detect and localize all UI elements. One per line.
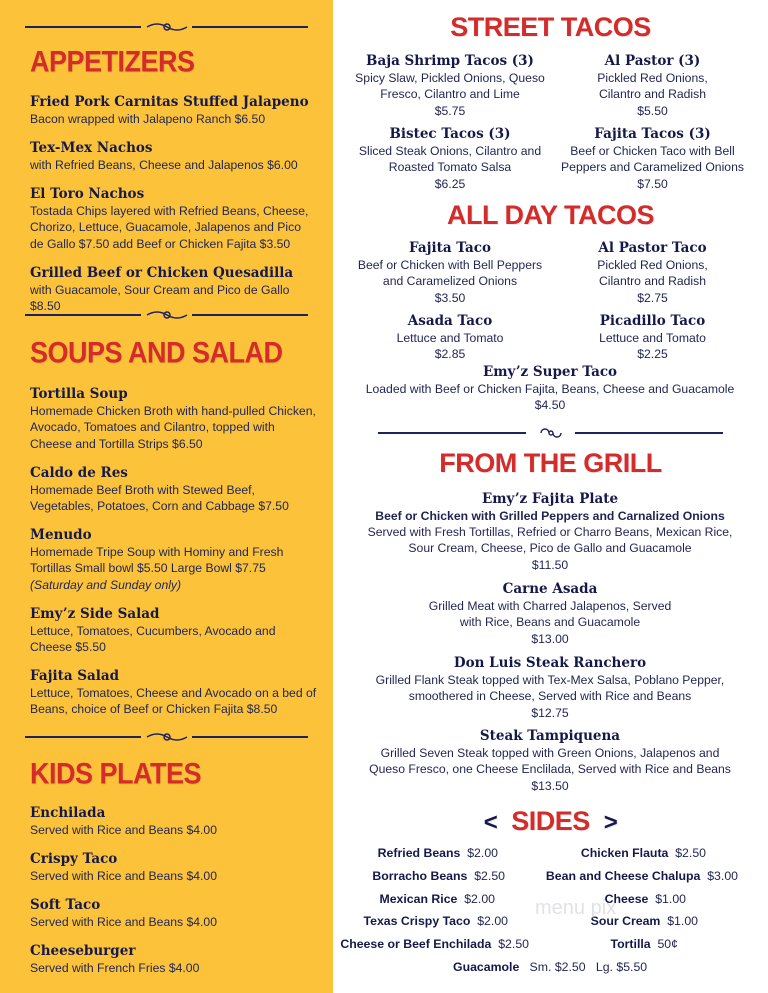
soup-item: [30, 386, 320, 452]
section-divider: [25, 308, 308, 322]
item-subtitle: Beef or Chicken with Grilled Peppers and Carnalized Onions: [375, 509, 725, 523]
kids-title: KIDS PLATES: [30, 757, 202, 790]
item-desc: Served with Rice and Beans $4.00: [30, 869, 217, 883]
appetizer-item: [30, 140, 320, 173]
side-item: [378, 846, 498, 860]
side-item: [611, 937, 678, 951]
item-name: Tex-Mex Nachos: [30, 140, 153, 156]
item-name: Don Luis Steak Ranchero: [453, 655, 647, 671]
item-desc: with Refried Beans, Cheese and Jalapenos $6.00: [30, 158, 298, 172]
side-price: $1.00: [655, 892, 686, 906]
item-name: Baja Shrimp Tacos (3): [366, 53, 534, 69]
street-taco-item: [355, 126, 545, 192]
item-desc: with Guacamole, Sour Cream and Pico de Gallo $8.50: [30, 283, 290, 314]
side-name: Guacamole: [453, 960, 520, 974]
item-name: Al Pastor (3): [604, 53, 701, 69]
side-name: Mexican Rice: [379, 892, 458, 906]
all-day-taco-item: [565, 313, 740, 363]
side-name: Cheese: [604, 892, 649, 906]
side-name: Cheese or Beef Enchilada: [340, 937, 492, 951]
side-price: $3.00: [707, 869, 738, 883]
item-name: Fajita Salad: [30, 668, 120, 684]
soup-item: [30, 606, 320, 656]
item-desc: Lettuce, Tomatoes, Cucumbers, Avocado and Cheese $5.50: [30, 624, 276, 655]
item-desc: Served with Rice and Beans $4.00: [30, 915, 217, 929]
side-name: Chicken Flauta: [580, 846, 669, 860]
grill-title: FROM THE GRILL: [439, 448, 662, 478]
item-desc: Homemade Tripe Soup with Hominy and Fresh Tortillas Small bowl $5.50 Large Bowl $7.75: [30, 545, 284, 576]
grill-divider: [378, 426, 723, 440]
item-name: Emy’z Super Taco: [482, 364, 618, 380]
item-name: Bistec Tacos (3): [389, 126, 511, 142]
side-name: Borracho Beans: [372, 869, 468, 883]
item-desc: Homemade Beef Broth with Stewed Beef, Vegetables, Potatoes, Corn and Cabbage $7.50: [30, 483, 289, 514]
item-name: Al Pastor Taco: [598, 240, 707, 256]
side-name: Sour Cream: [590, 914, 661, 928]
soup-item: [30, 465, 320, 515]
side-price: $2.00: [477, 914, 508, 928]
side-price: $2.50: [675, 846, 706, 860]
soup-item: [30, 668, 320, 718]
item-desc: Grilled Meat with Charred Jalapenos, Served with Rice, Beans and Guacamole: [428, 599, 672, 630]
side-name: Texas Crispy Taco: [363, 914, 471, 928]
soup-item: [30, 527, 300, 593]
item-price: $11.50: [531, 557, 569, 572]
item-desc: Grilled Seven Steak topped with Green Onions, Jalapenos and Queso Fresco, one Cheese Enclilada, Served with Rice and Beans: [369, 746, 731, 777]
item-name: Fried Pork Carnitas Stuffed Jalapeno: [30, 94, 309, 110]
side-item: [379, 892, 495, 906]
all-day-taco-item: [355, 240, 545, 306]
sides-header: [333, 806, 768, 837]
all-day-tacos-title: ALL DAY TACOS: [446, 200, 655, 230]
side-item: [605, 892, 686, 906]
item-name: Caldo de Res: [30, 465, 128, 481]
item-desc: Pickled Red Onions, Cilantro and Radish: [597, 258, 708, 289]
kids-item: [30, 805, 320, 838]
item-desc: Beef or Chicken Taco with Bell Peppers and Caramelized Onions: [561, 144, 744, 175]
grill-item: [345, 491, 755, 573]
ornament-icon: [142, 730, 192, 744]
item-name: El Toro Nachos: [30, 186, 145, 202]
sides-title: SIDES: [511, 806, 590, 836]
item-desc: Loaded with Beef or Chicken Fajita, Beans, Cheese and Guacamole: [365, 382, 735, 396]
item-name: Emy’z Fajita Plate: [481, 491, 619, 507]
side-item: [340, 937, 529, 951]
grill-item: [345, 655, 755, 721]
side-price-large: Lg. $5.50: [595, 960, 648, 974]
item-name: Carne Asada: [502, 581, 598, 597]
grill-item: [345, 728, 755, 794]
item-desc: Spicy Slaw, Pickled Onions, Queso Fresco, Cilantro and Lime: [355, 71, 545, 102]
side-price: $2.50: [474, 869, 505, 883]
top-divider: [25, 20, 308, 34]
item-name: Enchilada: [30, 805, 106, 821]
kids-item: [30, 851, 320, 884]
item-price: $2.25: [637, 347, 668, 362]
item-desc: Lettuce, Tomatoes, Cheese and Avocado on a bed of Beans, choice of Beef or Chicken Fajita $8.50: [30, 686, 317, 717]
appetizer-item: [30, 186, 312, 252]
item-desc: Served with Fresh Tortillas, Refried or Charro Beans, Mexican Rice, Sour Cream, Cheese, Pico de Gallo and Guacamole: [367, 525, 733, 556]
item-price: $12.75: [531, 705, 569, 720]
item-price: $13.00: [531, 631, 569, 646]
side-name: Bean and Cheese Chalupa: [545, 869, 701, 883]
side-item: [546, 869, 738, 883]
item-desc: Pickled Red Onions, Cilantro and Radish: [597, 71, 708, 102]
item-desc: Beef or Chicken with Bell Peppers and Caramelized Onions: [357, 258, 543, 289]
side-price: $2.00: [467, 846, 498, 860]
side-price: $2.50: [498, 937, 529, 951]
super-taco-item: [345, 364, 755, 414]
guacamole-row: [453, 960, 647, 974]
item-desc: Bacon wrapped with Jalapeno Ranch $6.50: [30, 112, 266, 126]
item-name: Crispy Taco: [30, 851, 118, 867]
appetizer-item: [30, 94, 320, 127]
street-taco-item: [565, 53, 740, 119]
side-item: [372, 869, 505, 883]
side-price: 50¢: [657, 937, 678, 951]
item-name: Steak Tampiquena: [479, 728, 621, 744]
item-name: Cheeseburger: [30, 943, 136, 959]
appetizers-title: APPETIZERS: [30, 45, 195, 78]
item-price: $5.50: [637, 103, 668, 118]
item-name: Fajita Tacos (3): [594, 126, 711, 142]
side-name: Tortilla: [610, 937, 651, 951]
street-taco-item: [560, 126, 745, 192]
side-price: $2.00: [464, 892, 495, 906]
item-name: Tortilla Soup: [30, 386, 128, 402]
all-day-taco-item: [355, 313, 545, 363]
item-name: Fajita Taco: [408, 240, 491, 256]
item-price: $3.50: [434, 290, 466, 305]
item-note: (Saturday and Sunday only): [30, 577, 182, 592]
item-price: $2.75: [637, 290, 668, 305]
item-desc: Sliced Steak Onions, Cilantro and Roasted Tomato Salsa: [358, 144, 542, 175]
street-taco-item: [355, 53, 545, 119]
item-name: Asada Taco: [407, 313, 493, 329]
item-name: Picadillo Taco: [599, 313, 706, 329]
item-name: Grilled Beef or Chicken Quesadilla: [30, 265, 294, 281]
side-price-small: Sm. $2.50: [529, 960, 586, 974]
ornament-icon: [142, 308, 192, 322]
item-price: $13.50: [531, 778, 569, 793]
item-desc: Served with Rice and Beans $4.00: [30, 823, 217, 837]
item-desc: Tostada Chips layered with Refried Beans, Cheese, Chorizo, Lettuce, Guacamole, Jalapenos and Pico de Gallo $7.50 add Beef or Chicken Fajita $3.50: [30, 204, 309, 251]
side-name: Refried Beans: [377, 846, 461, 860]
grill-item: [345, 581, 755, 647]
ornament-icon: [142, 20, 192, 34]
kids-item: [30, 897, 320, 930]
soups-title: SOUPS AND SALAD: [30, 336, 283, 369]
side-price: $1.00: [667, 914, 698, 928]
item-price: $6.25: [434, 176, 466, 191]
street-tacos-title: STREET TACOS: [450, 12, 651, 42]
item-price: $4.50: [534, 398, 566, 413]
item-price: $7.50: [637, 176, 668, 191]
side-item: [581, 846, 706, 860]
item-price: $5.75: [434, 103, 466, 118]
watermark: menu pix: [535, 897, 617, 919]
item-desc: Grilled Flank Steak topped with Tex-Mex Salsa, Poblano Pepper, smoothered in Cheese, Served with Rice and Beans: [375, 673, 725, 704]
chevron-right-icon: >: [603, 808, 618, 836]
item-name: Menudo: [30, 527, 92, 543]
kids-item: [30, 943, 320, 976]
all-day-taco-item: [565, 240, 740, 306]
item-name: Soft Taco: [30, 897, 101, 913]
item-desc: Lettuce and Tomato: [599, 331, 706, 345]
section-divider: [25, 730, 308, 744]
side-item: [364, 914, 508, 928]
chevron-left-icon: <: [483, 808, 498, 836]
item-desc: Served with French Fries $4.00: [30, 961, 200, 975]
item-name: Emy’z Side Salad: [30, 606, 160, 622]
item-desc: Lettuce and Tomato: [396, 331, 504, 345]
item-price: $2.85: [434, 347, 466, 362]
item-desc: Homemade Chicken Broth with hand-pulled Chicken, Avocado, Tomatoes and Cilantro, topped with Cheese and Tortilla Strips $6.50: [30, 404, 316, 451]
ornament-icon: [526, 426, 576, 440]
